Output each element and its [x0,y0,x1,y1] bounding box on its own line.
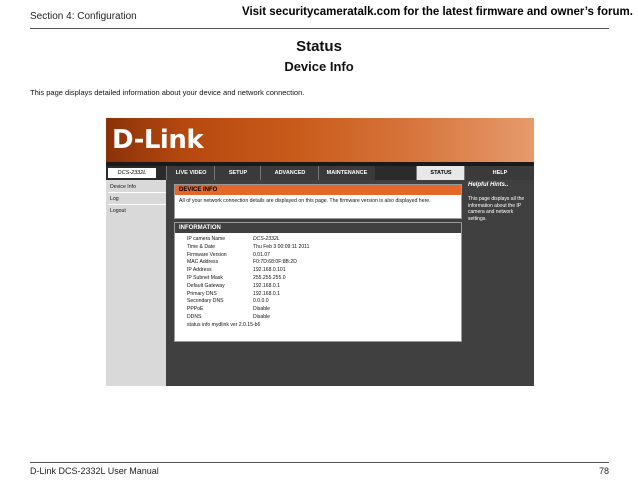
dlink-logo: D-Link [112,125,204,155]
info-value: Thu Feb 3 00:09:11 2011 [253,243,310,250]
info-row [187,298,461,306]
info-label: Primary DNS [187,290,217,297]
tab-maintenance[interactable]: MAINTENANCE [318,166,375,180]
info-row [187,267,461,275]
device-info-heading: DEVICE INFO [175,185,461,195]
info-row [187,236,461,244]
info-row [187,275,461,283]
info-value: 192.168.0.101 [253,267,286,274]
brand-banner [106,118,534,162]
info-label: Firmware Version [187,251,227,258]
info-row [187,283,461,291]
info-row [187,244,461,252]
tab-help[interactable]: HELP [464,166,534,180]
sidebar-item-log[interactable]: Log [108,194,166,205]
page-subtitle: Device Info [284,59,354,74]
status-info-row [187,322,461,330]
info-label: IP Subnet Mask [187,274,223,281]
info-value: 0.0.0.0 [253,298,269,305]
info-label: Time & Date [187,243,216,250]
model-badge: DCS-2332L [108,168,156,178]
info-label: DDNS [187,313,202,320]
info-value: 255.255.255.0 [253,274,286,281]
info-value: 192.168.0.1 [253,282,280,289]
info-row [187,259,461,267]
info-label: PPPoE [187,306,204,313]
info-label: IP Address [187,267,212,274]
forum-notice: Visit securitycameratalk.com for the latest firmware and owner’s forum. [242,6,633,18]
status-info-text: status info mydlink ver 2.0.15-b6 [187,321,261,328]
manual-title: D-Link DCS-2332L User Manual [30,466,159,476]
information-list [175,233,461,334]
tab-advanced[interactable]: ADVANCED [260,166,319,180]
info-value: Disable [253,313,270,320]
info-row [187,314,461,322]
device-info-text: All of your network connection details are displayed on this page. The firmware version is also displayed here. [179,198,431,204]
information-heading: INFORMATION [175,223,461,233]
main-content [166,180,464,386]
info-label: Secondary DNS [187,298,224,305]
info-row [187,291,461,299]
section-label: Section 4: Configuration [30,11,137,22]
sidebar-item-logout[interactable]: Logout [110,208,126,214]
info-label: MAC Address [187,259,219,266]
information-panel [174,222,462,342]
helpful-hints-panel [464,180,534,386]
device-info-panel [174,184,462,219]
footer-divider [30,462,609,463]
tab-setup[interactable]: SETUP [214,166,261,180]
info-row [187,306,461,314]
info-value: 0.01.07 [253,251,270,258]
camera-ui-screenshot [106,118,534,386]
tab-live-video[interactable]: LIVE VIDEO [166,166,215,180]
info-value: Disable [253,306,270,313]
info-value: F0:7D:68:0F:8B:2D [253,259,297,266]
info-value: DCS-2332L [253,236,280,242]
info-value: 192.168.0.1 [253,290,280,297]
info-row [187,252,461,260]
page-number: 78 [598,466,609,476]
header-divider [30,28,609,29]
tab-status[interactable]: STATUS [416,166,465,180]
intro-text: This page displays detailed information about your device and network connection. [30,88,305,97]
hints-title: Helpful Hints.. [468,182,509,188]
sidebar [106,180,166,386]
sidebar-item-device-info[interactable]: Device Info [108,182,166,193]
info-label: Default Gateway [187,282,225,289]
info-label: IP camera Name [187,236,226,242]
page-title: Status [296,38,342,55]
hints-text: This page displays all the information about the IP camera and network settings. [468,196,525,222]
